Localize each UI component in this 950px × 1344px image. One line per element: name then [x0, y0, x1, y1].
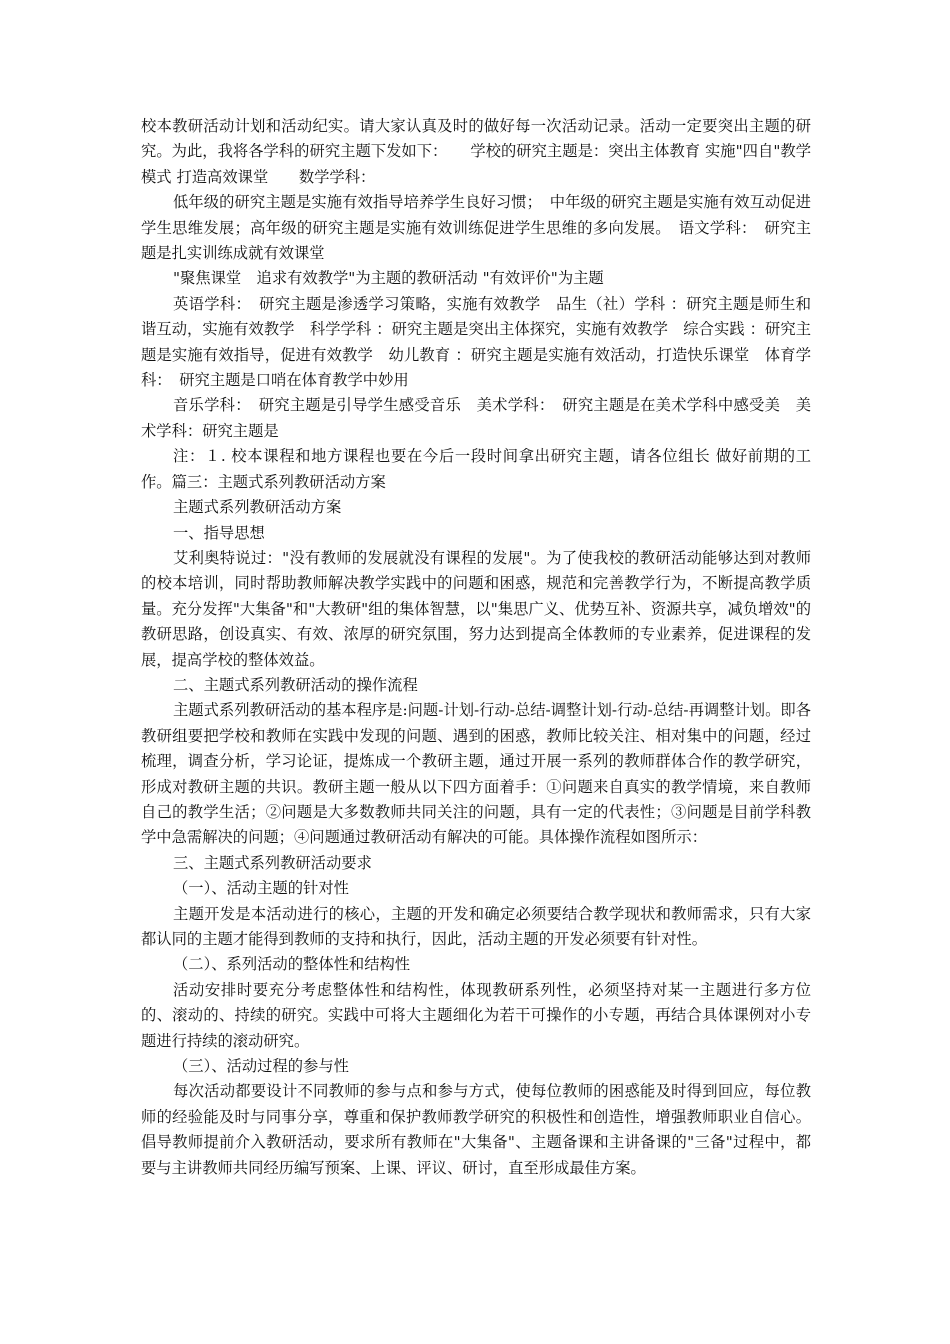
paragraph-subject-themes: 英语学科： 研究主题是渗透学习策略，实施有效教学 品生（社）学科 ：研究主题是师生和谐互动，实施有效教学 科学学科 ：研究主题是突出主体探究，实施有效教学 综合实践 ：研究主题是实施有效指导，促进有效教学 幼儿教育 ：研究主题是实施有效活动，打造快乐课堂 体育学科： 研究主题是口哨在体育教学中妙用: [141, 294, 811, 390]
paragraph-focus-classroom: "聚焦课堂 追求有效教学"为主题的教研活动 "有效评价"为主题: [173, 269, 604, 288]
heading-guiding-idea: 一、指导思想: [173, 523, 265, 542]
subheading-structure: （二）、系列活动的整体性和结构性: [173, 955, 411, 974]
paragraph-process: 主题式系列教研活动的基本程序是:问题-计划-行动-总结-调整计划-行动-总结-再调整计划。即各教研组要把学校和教师在实践中发现的问题、遇到的困惑，教师比较关注、相对集中的问题，经过梳理，调查分析，学习论证，提炼成一个教研主题，通过开展一系列的教师群体合作的教学研究，形成对教研主题的共识。教研主题一般从以下四方面着手：①问题来自真实的教学情境，来自教师自己的教学生活；②问题是大多数教师共同关注的问题，具有一定的代表性；③问题是目前学科教学中急需解决的问题；④问题通过教研活动有解决的可能。具体操作流程如图所示：: [141, 701, 811, 847]
paragraph-note: 注：１. 校本课程和地方课程也要在今后一段时间拿出研究主题，请各位组长 做好前期的工作。篇三：主题式系列教研活动方案: [141, 447, 811, 491]
subheading-targeting: （一）、活动主题的针对性: [173, 879, 349, 898]
paragraph-math-themes: 低年级的研究主题是实施有效指导培养学生良好习惯； 中年级的研究主题是实施有效互动促进学生思维发展；高年级的研究主题是实施有效训练促进学生思维的多向发展。 语文学科： 研究主题是扎实训练成就有效课堂: [141, 193, 811, 263]
heading-requirements: 三、主题式系列教研活动要求: [173, 853, 372, 872]
paragraph-structure: 活动安排时要充分考虑整体性和结构性，体现教研系列性，必须坚持对某一主题进行多方位的、滚动的、持续的研究。实践中可将大主题细化为若干可操作的小专题，再结合具体课例对小专题进行持续的滚动研究。: [141, 980, 811, 1050]
subheading-participation: （三）、活动过程的参与性: [173, 1057, 349, 1076]
section-title: 主题式系列教研活动方案: [173, 498, 342, 517]
paragraph-intro: 校本教研活动计划和活动纪实。请大家认真及时的做好每一次活动记录。活动一定要突出主题的研究。为此，我将各学科的研究主题下发如下： 学校的研究主题是：突出主体教育 实施"四自"教学模式 打造高效课堂 数学学科：: [141, 117, 811, 186]
paragraph-guiding-idea: 艾利奥特说过："没有教师的发展就没有课程的发展"。为了使我校的教研活动能够达到对教师的校本培训，同时帮助教师解决教学实践中的问题和困惑，规范和完善教学行为，不断提高教学质量。充分发挥"大集备"和"大教研"组的集体智慧，以"集思广义、优势互补、资源共享，减负增效"的教研思路，创设真实、有效、浓厚的研究氛围，努力达到提高全体教师的专业素养，促进课程的发展，提高学校的整体效益。: [141, 548, 811, 669]
document-body: [141, 114, 811, 1181]
paragraph-music-art: 音乐学科： 研究主题是引导学生感受音乐 美术学科： 研究主题是在美术学科中感受美 美术学科：研究主题是: [141, 396, 811, 440]
paragraph-participation: 每次活动都要设计不同教师的参与点和参与方式，使每位教师的困惑能及时得到回应，每位教师的经验能及时与同事分享，尊重和保护教师教学研究的积极性和创造性，增强教师职业自信心。倡导教师提前介入教研活动，要求所有教师在"大集备"、主题备课和主讲备课的"三备"过程中，都要与主讲教师共同经历编写预案、上课、评议、研讨，直至形成最佳方案。: [141, 1082, 811, 1177]
heading-process: 二、主题式系列教研活动的操作流程: [173, 675, 418, 694]
paragraph-targeting: 主题开发是本活动进行的核心，主题的开发和确定必须要结合教学现状和教师需求，只有大家都认同的主题才能得到教师的支持和执行，因此，活动主题的开发必须要有针对性。: [141, 904, 811, 948]
